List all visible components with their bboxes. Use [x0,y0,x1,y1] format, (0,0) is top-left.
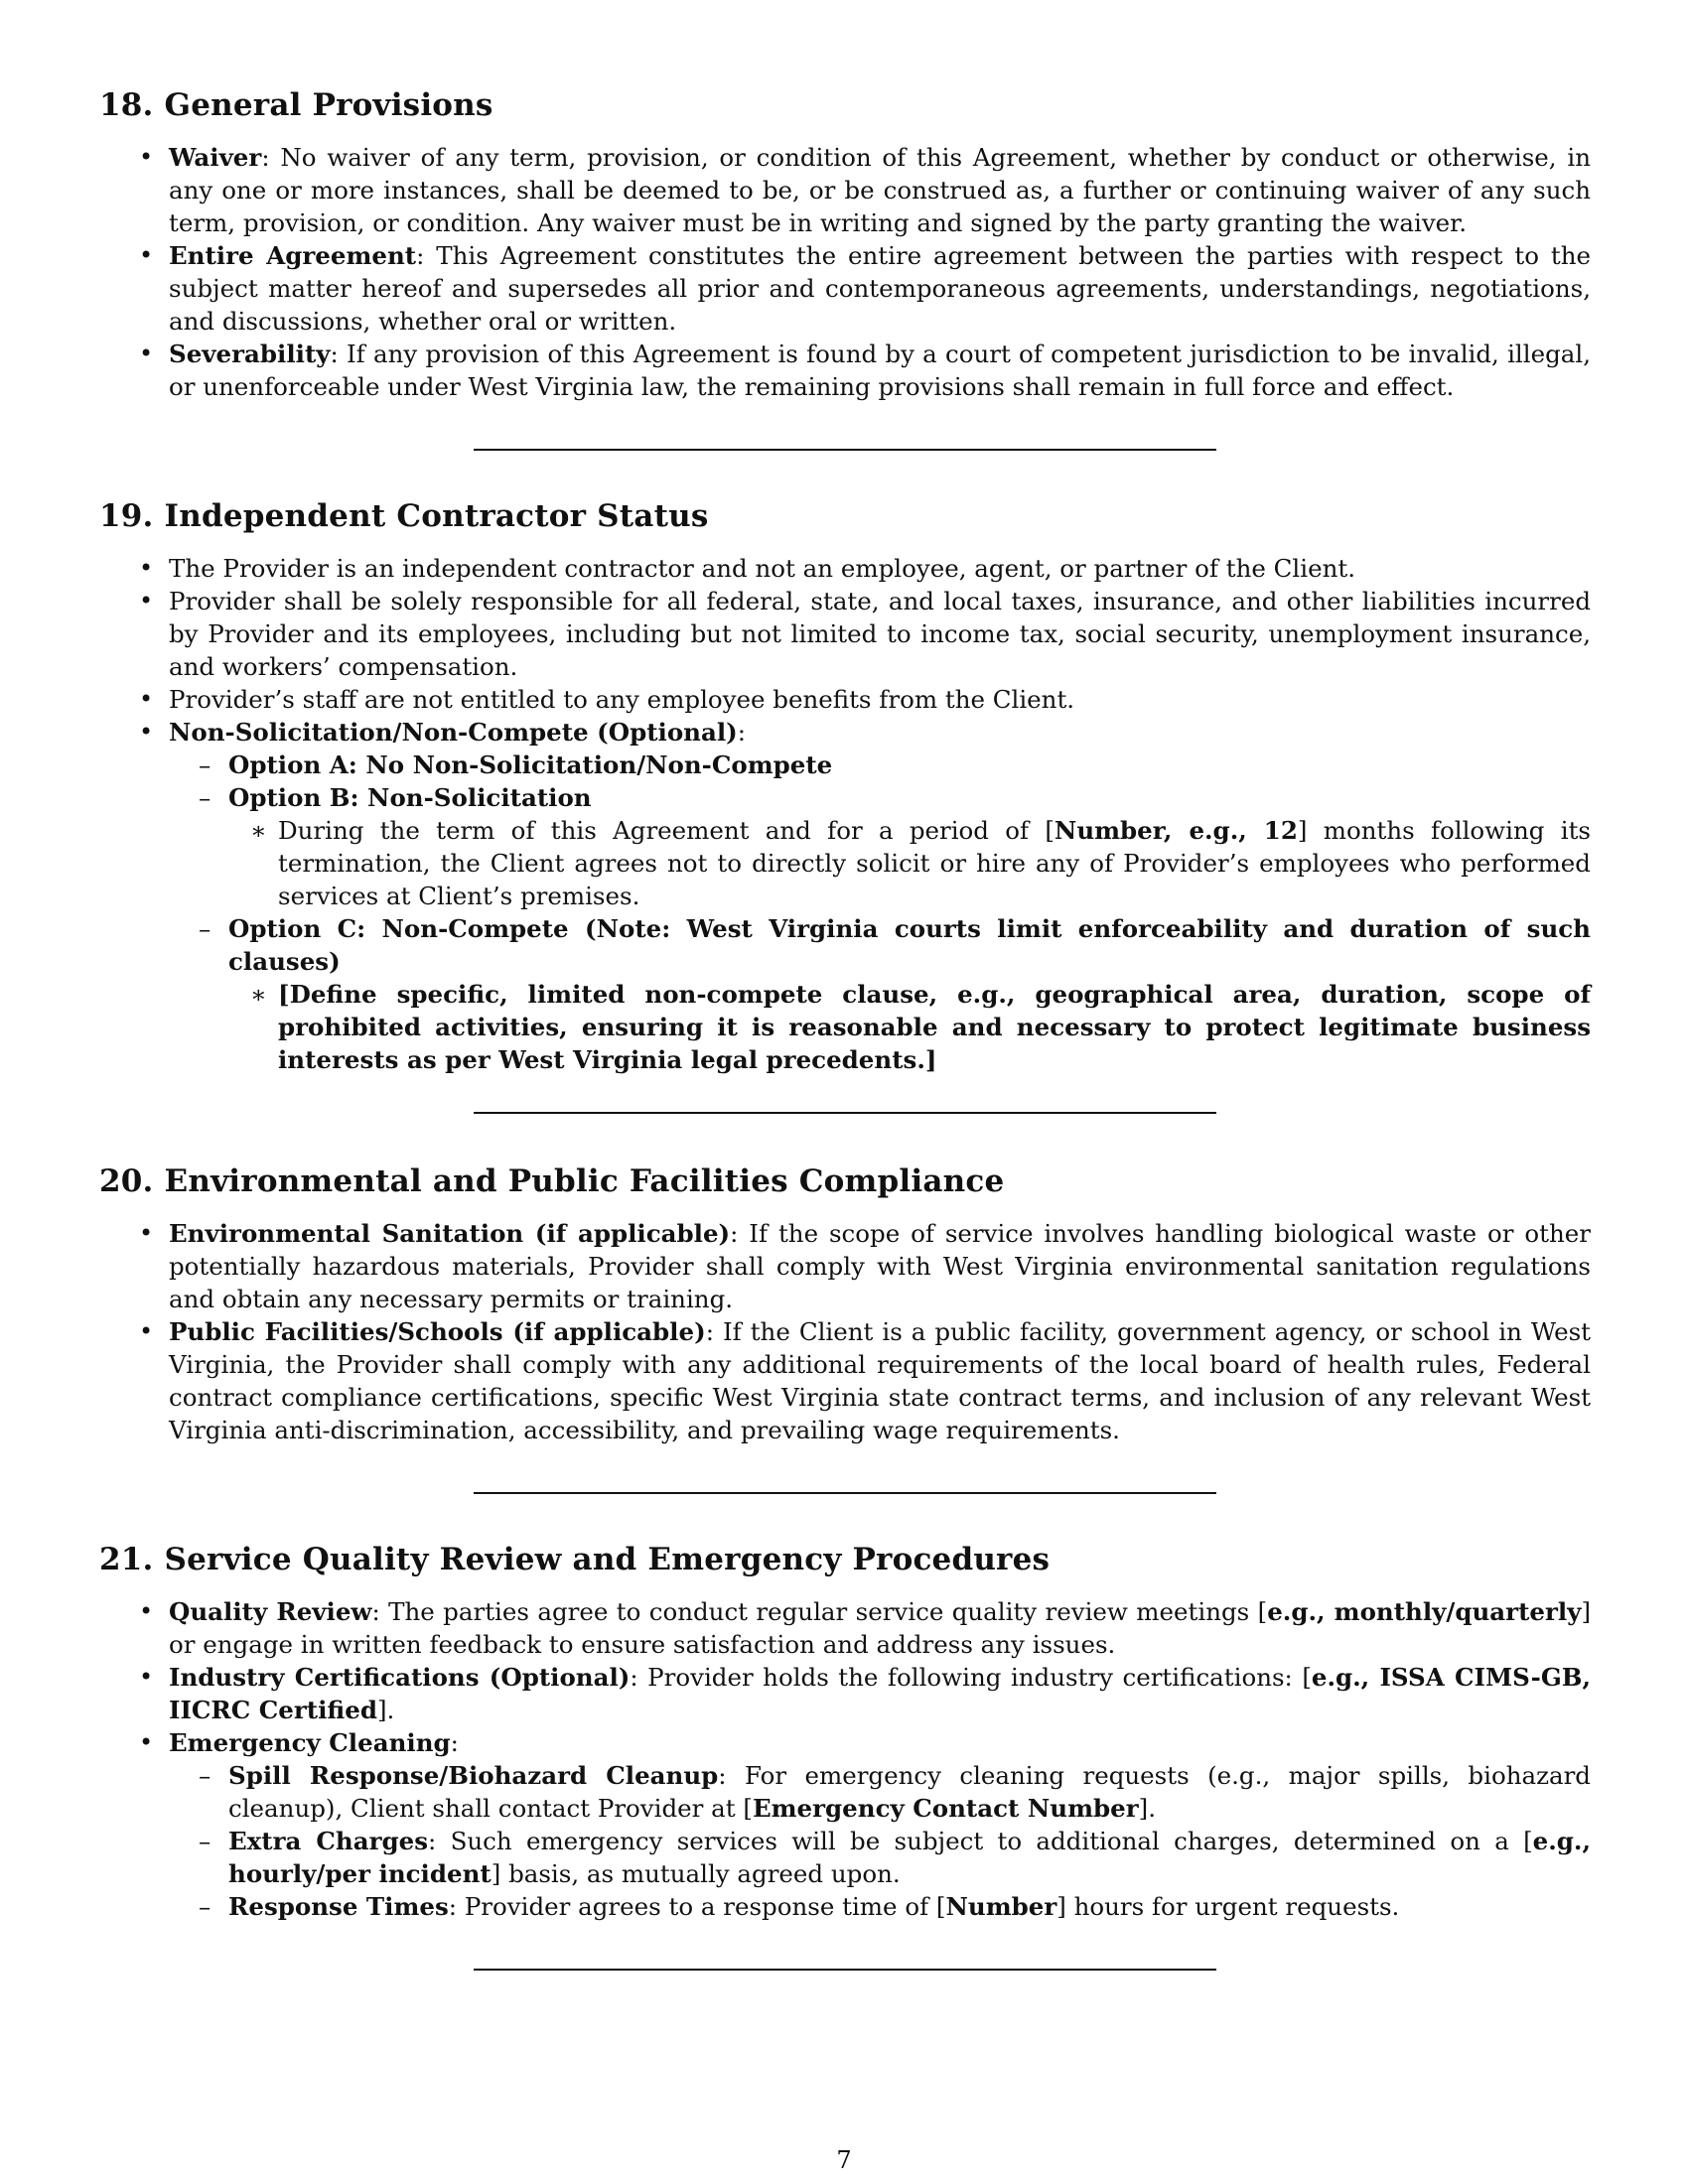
divider [99,1969,1591,1971]
item-label: Quality Review [169,1597,372,1626]
section-title: 20. Environmental and Public Facilities Compliance [99,1163,1005,1199]
section-title: 18. General Provisions [99,87,493,123]
list-item: • Severability: If any provision of this Agreement is found by a court of competent jurisdiction to be invalid, illegal, or unenforceable under West Virginia law, the remaining provisions shall remain in full force and effect. [99,338,1591,403]
option-item [169,781,1591,912]
list-item: • Emergency Cleaning: – Spill Response/Biohazard Cleanup: For emergency cleaning requests (e.g., major spills, biohazard cleanup), Client shall contact Provider at [Emergency Contact Number]. – Extra Charges: Such emergency services will be subject to additional charges, determined on a [e.g., hourly/per incident] basis, as mutually agreed upon. – Response Times: Provider agrees to a response time of [Number] hours for urgent requests. [99,1726,1591,1923]
provision-list [99,552,1591,1076]
option-label: Option B: Non-Solicitation [228,783,592,812]
option-label: Option A: No Non-Solicitation/Non-Compete [228,751,833,779]
option-detail: ∗ During the term of this Agreement and for a period of [Number, e.g., 12] months following its termination, the Client agrees not to directly solicit or hire any of Provider’s employees who performed services at Client’s premises. [228,814,1591,912]
option-list [169,749,1591,1076]
provision-list [99,141,1591,403]
list-item: • Non-Solicitation/Non-Compete (Optional): – Option A: No Non-Solicitation/Non-Compete – Option B: Non-Solicitation ∗ During the term of this Agreement and for a period of [Number, e.g., 12] months following its termination, the Client agrees not to directly solicit or hire any of Provider’s employees who performed services at Client’s premises. – Option C: Non-Compete (Note: West Virginia courts limit enforceability and duration of such clauses) ∗ [Define specific, limited non-compete clause, e.g., geographical area, duration, scope of prohibited activities, ensuring it is reasonable and necessary to protect legitimate business interests as per West Virginia legal precedents.] [99,716,1591,1076]
item-text: No waiver of any term, provision, or condition of this Agreement, whether by conduct or otherwise, in any one or more instances, shall be deemed to be, or be construed as, a further or continuing waiver of any such term, provision, or condition. Any waiver must be in writing and signed by the party granting the waiver. [169,143,1591,237]
option-label: Option C: Non-Compete (Note: West Virginia courts limit enforceability and duration of such clauses) [228,914,1591,976]
provision-list [99,1595,1591,1923]
item-label: Public Facilities/Schools (if applicable) [169,1317,706,1346]
item-label: Waiver [169,143,262,172]
emergency-item: – Extra Charges: Such emergency services will be subject to additional charges, determined on a [e.g., hourly/per incident] basis, as mutually agreed upon. [169,1825,1591,1890]
item-text: If the Client is a public facility, government agency, or school in West Virginia, the Provider shall comply with any additional requirements of the local board of health rules, Federal contract compliance certifications, specific West Virginia state contract terms, and inclusion of any relevant West Virginia anti-discrimination, accessibility, and prevailing wage requirements. [169,1317,1592,1444]
option-item [169,749,1591,781]
emergency-list [169,1759,1591,1923]
option-detail-list [228,814,1591,912]
option-detail: ∗ [Define specific, limited non-compete clause, e.g., geographical area, duration, scope of prohibited activities, ensuring it is reasonable and necessary to protect legitimate business interests as per West Virginia legal precedents.] [228,978,1591,1076]
list-item: • Waiver: No waiver of any term, provision, or condition of this Agreement, whether by conduct or otherwise, in any one or more instances, shall be deemed to be, or be construed as, a further or continuing waiver of any such term, provision, or condition. Any waiver must be in writing and signed by the party granting the waiver. [99,141,1591,239]
item-text: This Agreement constitutes the entire agreement between the parties with respect to the subject matter hereof and supersedes all prior and contemporaneous agreements, understandings, negotiations, and discussions, whether oral or written. [169,241,1591,336]
section-18 [99,87,1591,403]
emergency-item: – Spill Response/Biohazard Cleanup: For emergency cleaning requests (e.g., major spills, biohazard cleanup), Client shall contact Provider at [Emergency Contact Number]. [169,1759,1591,1825]
section-19 [99,498,1591,1076]
provision-list [99,1217,1591,1446]
item-text: If the scope of service involves handling biological waste or other potentially hazardous materials, Provider shall comply with West Virginia environmental sanitation regulations and obtain any necessary permits or training. [169,1219,1591,1313]
emergency-item: – Response Times: Provider agrees to a response time of [Number] hours for urgent requests. [169,1890,1591,1923]
list-item: • Quality Review: The parties agree to conduct regular service quality review meetings [e.g., monthly/quarterly] or engage in written feedback to ensure satisfaction and address any issues. [99,1595,1591,1661]
page-number: 7 [836,2146,852,2174]
option-detail-list [228,978,1591,1076]
list-item [99,552,1591,585]
item-label: Emergency Cleaning [169,1728,451,1757]
item-label: Severability [169,340,331,368]
section-21 [99,1542,1591,1923]
item-label: Non-Solicitation/Non-Compete (Optional) [169,718,738,747]
item-label: Environmental Sanitation (if applicable) [169,1219,731,1248]
item-text: Provider’s staff are not entitled to any employee benefits from the Client. [169,685,1075,714]
item-text: The Provider is an independent contractor and not an employee, agent, or partner of the Client. [169,554,1355,583]
option-item [169,912,1591,1076]
list-item: • Public Facilities/Schools (if applicable): If the Client is a public facility, government agency, or school in West Virginia, the Provider shall comply with any additional requirements of the local board of health rules, Federal contract compliance certifications, specific West Virginia state contract terms, and inclusion of any relevant West Virginia anti-discrimination, accessibility, and prevailing wage requirements. [99,1315,1591,1446]
section-title: 21. Service Quality Review and Emergency Procedures [99,1542,1051,1577]
section-title: 19. Independent Contractor Status [99,498,709,534]
item-text: If any provision of this Agreement is found by a court of competent jurisdiction to be invalid, illegal, or unenforceable under West Virginia law, the remaining provisions shall remain in full force and effect. [169,340,1591,401]
item-label: Entire Agreement [169,241,417,270]
item-text: Provider shall be solely responsible for all federal, state, and local taxes, insurance, and other liabilities incurred by Provider and its employees, including but not limited to income tax, social security, unemployment insurance, and workers’ compensation. [169,587,1591,681]
list-item: • Environmental Sanitation (if applicable): If the scope of service involves handling biological waste or other potentially hazardous materials, Provider shall comply with West Virginia environmental sanitation regulations and obtain any necessary permits or training. [99,1217,1591,1315]
section-20 [99,1163,1591,1446]
document-page [99,87,1591,1971]
item-label: Industry Certifications (Optional) [169,1663,631,1692]
list-item [99,683,1591,716]
list-item: • Entire Agreement: This Agreement constitutes the entire agreement between the parties with respect to the subject matter hereof and supersedes all prior and contemporaneous agreements, understandings, negotiations, and discussions, whether oral or written. [99,239,1591,338]
list-item [99,585,1591,683]
list-item: • Industry Certifications (Optional): Provider holds the following industry certifications: [e.g., ISSA CIMS-GB, IICRC Certified]. [99,1661,1591,1726]
